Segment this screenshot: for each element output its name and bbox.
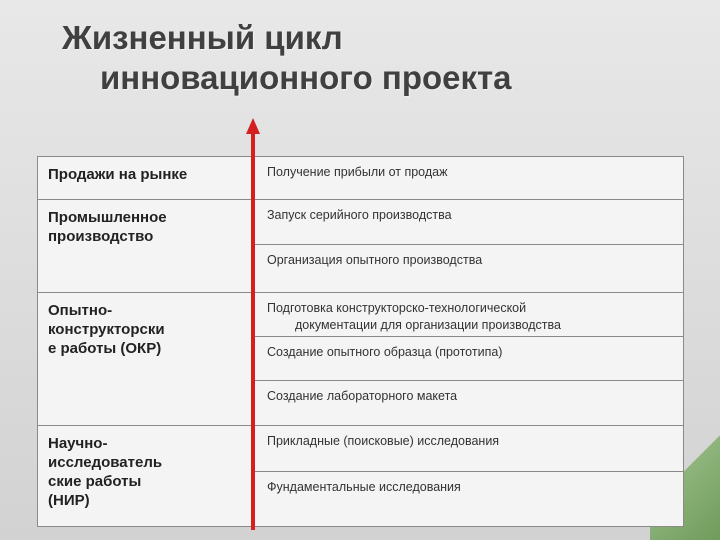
activity-text: Создание лабораторного макета	[267, 389, 458, 403]
activity-row	[253, 245, 683, 293]
activity-text: Фундаментальные исследования	[267, 480, 461, 494]
stage-okr	[38, 293, 252, 426]
activity-row	[253, 157, 683, 200]
activity-text-continued: документации для организации производства	[295, 318, 561, 332]
activity-row	[253, 472, 683, 526]
stage-industrial-production	[38, 200, 252, 293]
activity-text: Запуск серийного производства	[267, 208, 452, 222]
activity-row	[253, 337, 683, 381]
stage-label: конструкторски	[48, 321, 165, 338]
stage-label: производство	[48, 228, 154, 245]
activity-text: Прикладные (поисковые) исследования	[267, 434, 500, 448]
activity-text: Подготовка конструкторско-технологической	[267, 301, 527, 315]
stage-sales	[38, 157, 252, 200]
activities-column	[253, 157, 683, 526]
activity-row	[253, 381, 683, 426]
stage-nir	[38, 426, 252, 526]
activity-row	[253, 426, 683, 472]
growth-arrow-icon	[246, 118, 260, 530]
activity-text: Создание опытного образца (прототипа)	[267, 345, 503, 359]
stage-label: (НИР)	[48, 492, 90, 509]
stage-label: Промышленное	[48, 209, 167, 226]
stage-label: Продажи на рынке	[48, 166, 188, 183]
lifecycle-table	[37, 156, 684, 527]
activity-text: Получение прибыли от продаж	[267, 165, 448, 179]
stage-label: е работы (ОКР)	[48, 340, 162, 357]
title-line-2: инновационного проекта	[100, 59, 512, 96]
stage-label: исследователь	[48, 454, 163, 471]
stage-label: Опытно-	[48, 302, 113, 319]
title-line-1: Жизненный цикл	[62, 19, 343, 56]
stage-label: Научно-	[48, 435, 108, 452]
activity-row	[253, 200, 683, 245]
page-title	[62, 18, 682, 98]
activity-row	[253, 293, 683, 337]
activity-text: Организация опытного производства	[267, 253, 483, 267]
stage-label: ские работы	[48, 473, 142, 490]
stages-column	[38, 157, 253, 526]
